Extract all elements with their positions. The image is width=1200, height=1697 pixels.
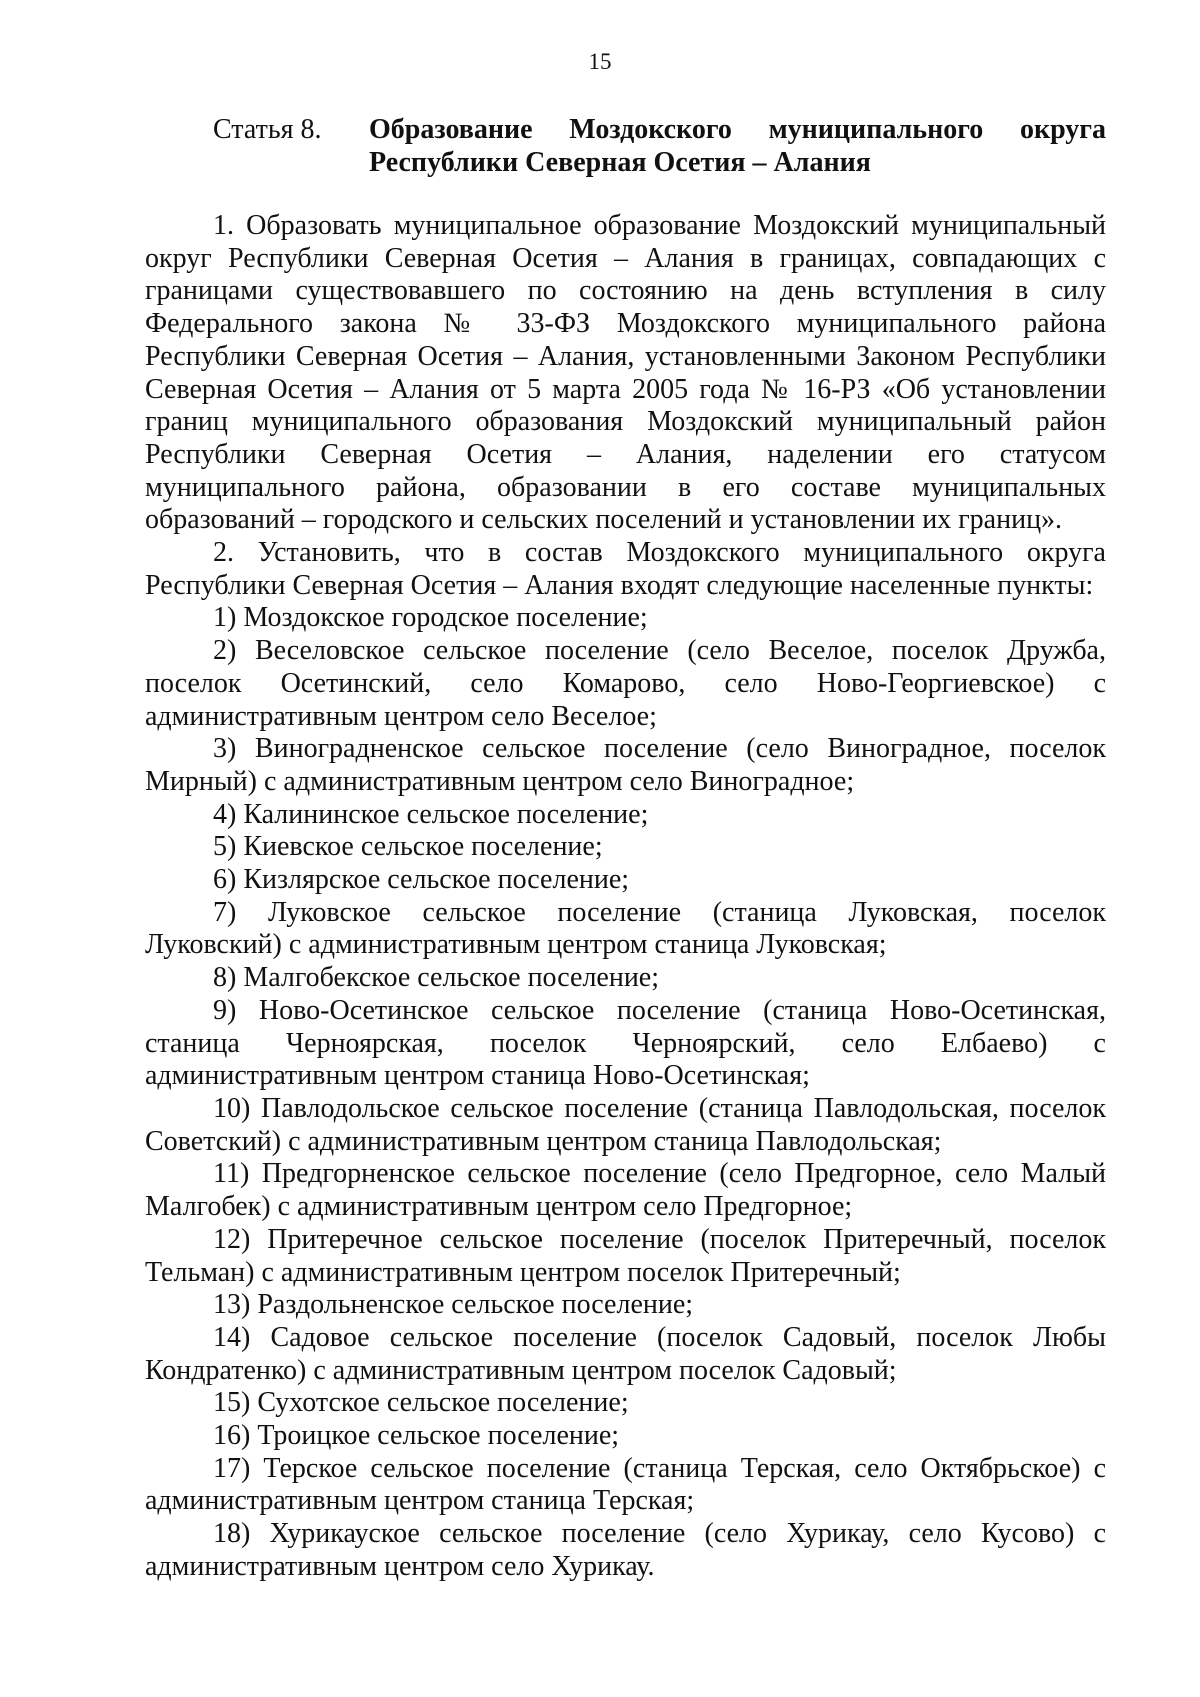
paragraph: [145, 1518, 1106, 1583]
paragraph: [145, 1420, 1106, 1453]
paragraph: [145, 799, 1106, 832]
article-title-line: Образование Моздокского муниципального округа: [369, 114, 1106, 145]
paragraph-line: 2) Веселовское сельское поселение (село Веселое, поселок Дружба,: [213, 635, 1106, 667]
paragraph-line: 1. Образовать муниципальное образование Моздокский муниципальный: [213, 210, 1106, 241]
paragraph: [145, 995, 1106, 1093]
paragraph-line: Республики Северная Осетия – Алания, установленными Законом Республики: [145, 340, 1106, 372]
paragraph-line: 8) Малгобекское сельское поселение;: [213, 962, 660, 994]
paragraph: [145, 635, 1106, 733]
paragraph-line: Советский) с административным центром станица Павлодольская;: [145, 1125, 942, 1157]
paragraph-line: 10) Павлодольское сельское поселение (станица Павлодольская, поселок: [213, 1092, 1106, 1124]
paragraph: [145, 1289, 1106, 1322]
article-label: Статья 8.: [213, 114, 322, 145]
paragraph: [145, 1322, 1106, 1387]
article-body: [145, 210, 1106, 1584]
paragraph-line: Луковский) с административным центром станица Луковская;: [145, 929, 887, 961]
paragraph-line: границами существовавшего по состоянию на день вступления в силу: [145, 275, 1106, 307]
paragraph: [145, 210, 1106, 537]
page-number: 15: [588, 49, 612, 74]
paragraph-line: Республики Северная Осетия – Алания, наделении его статусом: [145, 438, 1106, 470]
article-title: [369, 113, 1106, 179]
paragraph: [145, 897, 1106, 962]
paragraph-line: 12) Притеречное сельское поселение (поселок Притеречный, поселок: [213, 1223, 1106, 1255]
paragraph-line: поселок Осетинский, село Комарово, село Ново-Георгиевское) с: [145, 667, 1106, 699]
paragraph-line: Республики Северная Осетия – Алания входят следующие населенные пункты:: [145, 569, 1094, 601]
paragraph-line: 18) Хурикауское сельское поселение (село Хурикау, село Кусово) с: [213, 1518, 1106, 1550]
paragraph-line: Кондратенко) с административным центром поселок Садовый;: [145, 1354, 897, 1386]
paragraph: [145, 962, 1106, 995]
paragraph-line: 17) Терское сельское поселение (станица Терская, село Октябрьское) с: [213, 1452, 1106, 1484]
paragraph-line: Федерального закона № 33-ФЗ Моздокского муниципального района: [145, 308, 1106, 340]
paragraph-line: образований – городского и сельских поселений и установлении их границ».: [145, 504, 1063, 536]
paragraph-line: Северная Осетия – Алания от 5 марта 2005 года № 16-РЗ «Об установлении: [145, 373, 1106, 405]
paragraph: [145, 1224, 1106, 1289]
article-title-line: Республики Северная Осетия – Алания: [369, 147, 871, 178]
paragraph-line: 15) Сухотское сельское поселение;: [213, 1387, 629, 1419]
paragraph-line: Тельман) с административным центром поселок Притеречный;: [145, 1256, 901, 1288]
paragraph: [145, 1093, 1106, 1158]
paragraph-line: 9) Ново-Осетинское сельское поселение (станица Ново-Осетинская,: [213, 994, 1106, 1026]
paragraph-line: 2. Установить, что в состав Моздокского муниципального округа: [213, 537, 1106, 569]
paragraph-line: 6) Кизлярское сельское поселение;: [213, 864, 630, 896]
paragraph-line: административным центром станица Терская;: [145, 1485, 695, 1517]
paragraph-line: административным центром село Веселое;: [145, 700, 657, 732]
paragraph-line: Мирный) с административным центром село Виноградное;: [145, 765, 855, 797]
paragraph-line: 16) Троицкое сельское поселение;: [213, 1420, 620, 1452]
paragraph-line: 7) Луковское сельское поселение (станица Луковская, поселок: [213, 896, 1106, 928]
paragraph-line: 3) Виноградненское сельское поселение (село Виноградное, поселок: [213, 733, 1106, 765]
paragraph-line: границ муниципального образования Моздокский муниципальный район: [145, 406, 1106, 438]
paragraph-line: Малгобек) с административным центром село Предгорное;: [145, 1191, 853, 1223]
paragraph: [145, 733, 1106, 798]
paragraph: [145, 602, 1106, 635]
paragraph: [145, 1387, 1106, 1420]
paragraph-line: административным центром станица Ново-Осетинская;: [145, 1060, 810, 1092]
paragraph-line: административным центром село Хурикау.: [145, 1550, 655, 1582]
paragraph: [145, 864, 1106, 897]
paragraph-line: 14) Садовое сельское поселение (поселок Садовый, поселок Любы: [213, 1321, 1106, 1353]
paragraph: [145, 1158, 1106, 1223]
paragraph-line: 5) Киевское сельское поселение;: [213, 831, 603, 863]
paragraph-line: 1) Моздокское городское поселение;: [213, 602, 648, 634]
paragraph-line: 13) Раздольненское сельское поселение;: [213, 1289, 694, 1321]
paragraph-line: 4) Калининское сельское поселение;: [213, 798, 649, 830]
paragraph: [145, 537, 1106, 602]
paragraph-line: муниципального района, образовании в его составе муниципальных: [145, 471, 1106, 503]
paragraph: [145, 831, 1106, 864]
paragraph-line: 11) Предгорненское сельское поселение (село Предгорное, село Малый: [213, 1158, 1106, 1190]
paragraph-line: станица Черноярская, поселок Черноярский, село Елбаево) с: [145, 1027, 1106, 1059]
paragraph-line: округ Республики Северная Осетия – Алания в границах, совпадающих с: [145, 242, 1106, 274]
paragraph: [145, 1453, 1106, 1518]
